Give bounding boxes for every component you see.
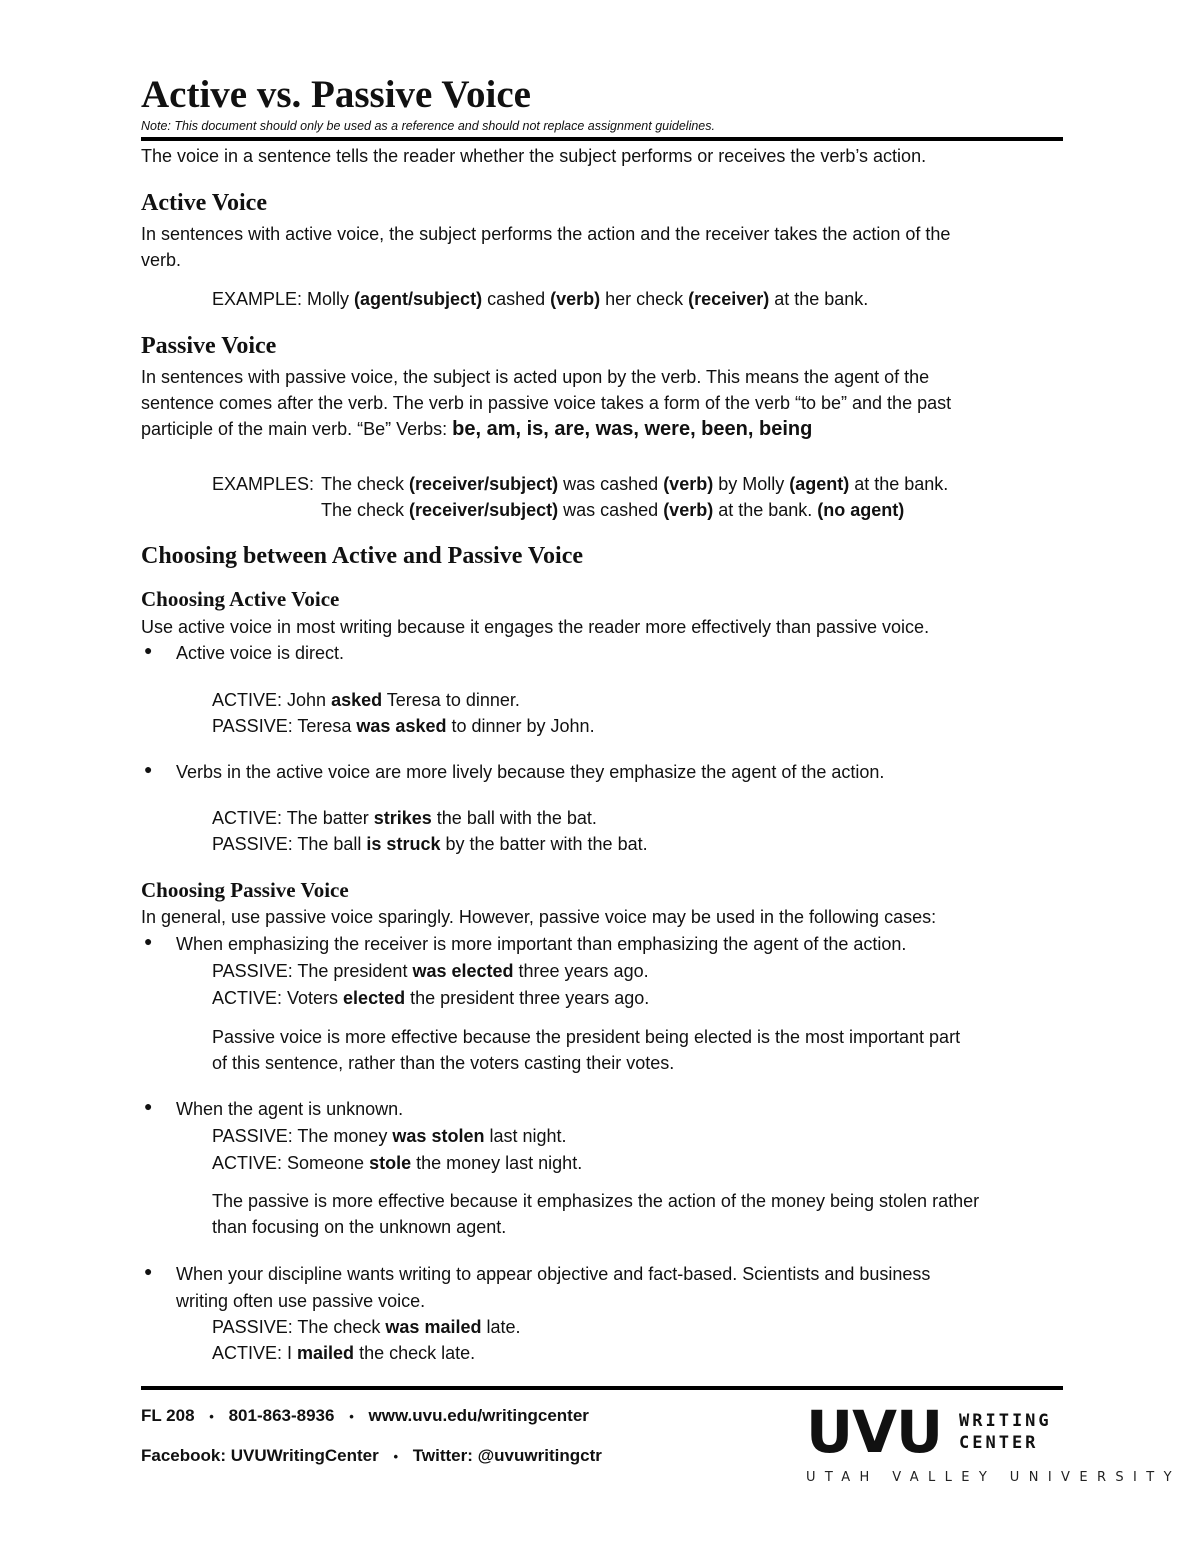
ex1-part-g: at the bank. xyxy=(849,474,949,494)
passive-example-2 xyxy=(321,497,904,523)
part-c: late. xyxy=(481,1317,521,1337)
example-tag-verb: (verb) xyxy=(550,289,601,309)
part-a: ACTIVE: John xyxy=(212,690,332,710)
passive-b1-active-example xyxy=(212,985,649,1011)
part-verb: mailed xyxy=(297,1343,355,1363)
part-c: to dinner by John. xyxy=(446,716,595,736)
passive-b1-note-line1: Passive voice is more effective because the president being elected is the most important part xyxy=(212,1027,961,1047)
passive-b2-note-line2: than focusing on the unknown agent. xyxy=(212,1217,507,1237)
intro-text: The voice in a sentence tells the reader whether the subject performs or receives the verb’s action. xyxy=(141,146,927,166)
footer-separator: • xyxy=(349,1409,354,1424)
footer-facebook[interactable]: Facebook: UVUWritingCenter xyxy=(141,1446,379,1465)
part-a: ACTIVE: The batter xyxy=(212,808,374,828)
example-suffix: at the bank. xyxy=(769,289,869,309)
passive-b3-active-example xyxy=(212,1340,475,1366)
passive-b2-note-line1: The passive is more effective because it emphasizes the action of the money being stolen rather xyxy=(212,1191,980,1211)
footer-separator: • xyxy=(209,1409,214,1424)
part-a: ACTIVE: Someone xyxy=(212,1153,370,1173)
footer-social-line xyxy=(141,1446,602,1466)
choosing-passive-heading: Choosing Passive Voice xyxy=(141,878,349,902)
page-title: Active vs. Passive Voice xyxy=(141,73,531,116)
ex1-part-e: by Molly xyxy=(713,474,790,494)
be-verbs-label: participle of the main verb. “Be” Verbs: xyxy=(141,419,453,439)
passive-b2-active-example xyxy=(212,1150,582,1176)
example-mid1: cashed xyxy=(482,289,551,309)
part-c: Teresa to dinner. xyxy=(382,690,520,710)
uvu-logo-mark: UVU xyxy=(806,1398,943,1466)
example-tag-agent: (agent/subject) xyxy=(354,289,483,309)
active-b1-passive-example xyxy=(212,713,595,739)
active-bullet-1: Active voice is direct. xyxy=(176,643,345,663)
part-a: PASSIVE: The ball xyxy=(212,834,367,854)
ex1-tag-verb: (verb) xyxy=(663,474,714,494)
footer-divider xyxy=(141,1386,1063,1390)
active-b1-active-example xyxy=(212,687,520,713)
reference-note: Note: This document should only be used as a reference and should not replace assignment guidelines. xyxy=(141,119,715,133)
ex2-tag-receiver: (receiver/subject) xyxy=(409,500,559,520)
part-c: the president three years ago. xyxy=(405,988,650,1008)
part-c: three years ago. xyxy=(513,961,649,981)
passive-examples-label: EXAMPLES: xyxy=(212,474,315,494)
passive-b1-passive-example xyxy=(212,958,649,984)
active-voice-desc-line2: verb. xyxy=(141,250,182,270)
part-verb: was elected xyxy=(412,961,514,981)
logo-university-text: UTAH VALLEY UNIVERSITY xyxy=(806,1470,1181,1485)
ex2-part-a: The check xyxy=(321,500,410,520)
part-a: PASSIVE: Teresa xyxy=(212,716,357,736)
passive-voice-desc-line2: sentence comes after the verb. The verb in passive voice takes a form of the verb “to be” and the past xyxy=(141,393,952,413)
part-verb: strikes xyxy=(373,808,432,828)
choosing-active-intro: Use active voice in most writing because it engages the reader more effectively than passive voice. xyxy=(141,617,930,637)
part-verb: is struck xyxy=(366,834,441,854)
active-voice-desc-line1: In sentences with active voice, the subject performs the action and the receiver takes the action of the xyxy=(141,224,951,244)
choosing-passive-intro: In general, use passive voice sparingly. However, passive voice may be used in the following cases: xyxy=(141,907,937,927)
choosing-active-heading: Choosing Active Voice xyxy=(141,587,340,611)
part-verb: was mailed xyxy=(385,1317,482,1337)
footer-contact-line xyxy=(141,1406,589,1426)
part-c: last night. xyxy=(484,1126,567,1146)
choosing-heading: Choosing between Active and Passive Voice xyxy=(141,543,584,569)
example-mid2: her check xyxy=(600,289,689,309)
ex1-tag-agent: (agent) xyxy=(789,474,850,494)
ex1-part-a: The check xyxy=(321,474,410,494)
logo-center-text: CENTER xyxy=(959,1433,1039,1453)
passive-b1-note-line2: of this sentence, rather than the voters casting their votes. xyxy=(212,1053,675,1073)
active-b2-passive-example xyxy=(212,831,648,857)
part-a: PASSIVE: The president xyxy=(212,961,413,981)
passive-b3-passive-example xyxy=(212,1314,521,1340)
part-verb: elected xyxy=(343,988,406,1008)
passive-bullet-1: When emphasizing the receiver is more important than emphasizing the agent of the action. xyxy=(176,934,907,954)
passive-bullet-2: When the agent is unknown. xyxy=(176,1099,404,1119)
bullet-icon: ● xyxy=(144,642,153,658)
part-c: the money last night. xyxy=(411,1153,583,1173)
passive-voice-desc-line3 xyxy=(141,416,812,442)
bullet-icon: ● xyxy=(144,933,153,949)
part-a: ACTIVE: I xyxy=(212,1343,298,1363)
footer-location: FL 208 xyxy=(141,1406,195,1425)
part-c: by the batter with the bat. xyxy=(440,834,648,854)
part-c: the check late. xyxy=(354,1343,476,1363)
bullet-icon: ● xyxy=(144,1263,153,1279)
be-verbs-list: be, am, is, are, was, were, been, being xyxy=(452,418,813,440)
ex1-part-c: was cashed xyxy=(558,474,664,494)
passive-example-1 xyxy=(321,471,948,497)
part-verb: was asked xyxy=(356,716,447,736)
part-verb: was stolen xyxy=(392,1126,485,1146)
header-divider xyxy=(141,137,1063,141)
passive-voice-desc-line1: In sentences with passive voice, the subject is acted upon by the verb. This means the agent of the xyxy=(141,367,930,387)
bullet-icon: ● xyxy=(144,761,153,777)
ex2-tag-no-agent: (no agent) xyxy=(817,500,905,520)
part-verb: asked xyxy=(331,690,383,710)
part-a: PASSIVE: The check xyxy=(212,1317,386,1337)
ex1-tag-receiver: (receiver/subject) xyxy=(409,474,559,494)
part-a: PASSIVE: The money xyxy=(212,1126,393,1146)
ex2-part-e: at the bank. xyxy=(713,500,818,520)
footer-phone: 801-863-8936 xyxy=(228,1406,335,1425)
bullet-icon: ● xyxy=(144,1098,153,1114)
passive-voice-heading: Passive Voice xyxy=(141,333,277,359)
footer-twitter[interactable]: Twitter: @uvuwritingctr xyxy=(412,1446,602,1465)
ex2-part-c: was cashed xyxy=(558,500,664,520)
logo-writing-text: WRITING xyxy=(959,1411,1052,1431)
ex2-tag-verb: (verb) xyxy=(663,500,714,520)
footer-website-link[interactable]: www.uvu.edu/writingcenter xyxy=(368,1406,589,1425)
active-b2-active-example xyxy=(212,805,597,831)
active-bullet-2: Verbs in the active voice are more lively because they emphasize the agent of the action. xyxy=(176,762,885,782)
footer-separator: • xyxy=(393,1449,399,1464)
passive-b2-passive-example xyxy=(212,1123,567,1149)
passive-bullet-3-line2: writing often use passive voice. xyxy=(176,1291,426,1311)
active-voice-heading: Active Voice xyxy=(141,190,267,216)
part-verb: stole xyxy=(369,1153,412,1173)
passive-bullet-3-line1: When your discipline wants writing to appear objective and fact-based. Scientists and business xyxy=(176,1264,931,1284)
part-c: the ball with the bat. xyxy=(431,808,597,828)
active-voice-example xyxy=(212,286,868,312)
example-prefix: EXAMPLE: Molly xyxy=(212,289,355,309)
example-tag-receiver: (receiver) xyxy=(688,289,770,309)
part-a: ACTIVE: Voters xyxy=(212,988,344,1008)
